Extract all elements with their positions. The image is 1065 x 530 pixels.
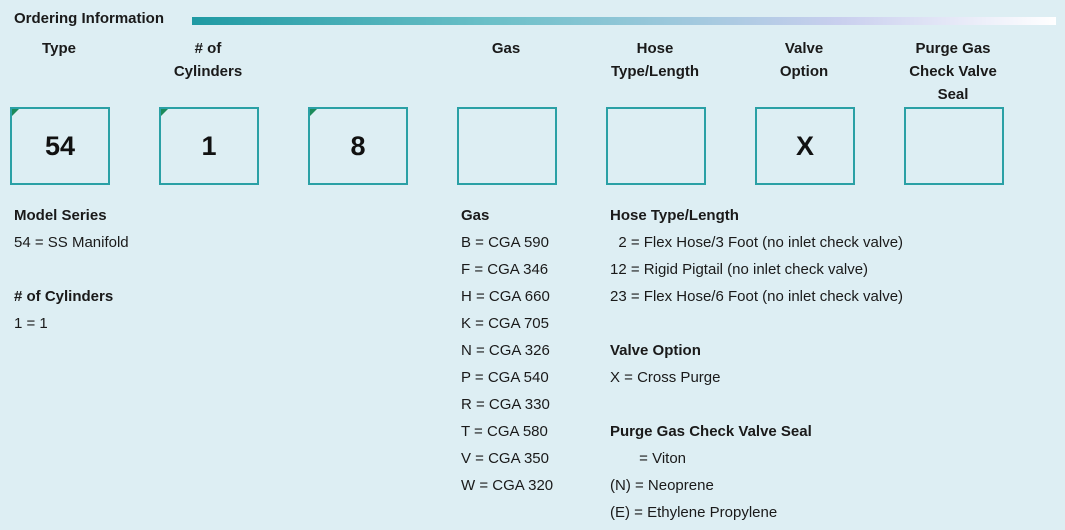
section-heading: Purge Gas Check Valve Seal xyxy=(610,423,812,440)
title-accent-bar xyxy=(192,17,1056,25)
list-item: F = CGA 346 xyxy=(461,261,549,278)
model-series-section xyxy=(14,202,129,256)
section-heading: Valve Option xyxy=(610,342,701,359)
cell-marker-icon xyxy=(161,109,168,116)
list-item: X = Cross Purge xyxy=(610,369,721,386)
valve-section xyxy=(610,337,720,391)
column-label-type: Type xyxy=(42,40,76,57)
list-item: 12 = Rigid Pigtail (no inlet check valve) xyxy=(610,261,869,278)
list-item: 23 = Flex Hose/6 Foot (no inlet check valve) xyxy=(610,288,904,305)
list-item: P = CGA 540 xyxy=(461,369,549,386)
page-title: Ordering Information xyxy=(14,10,164,27)
section-heading: Gas xyxy=(461,207,490,224)
type-box[interactable] xyxy=(10,107,110,185)
column-label-gas: Gas xyxy=(491,40,521,57)
list-item: 1 = 1 xyxy=(14,315,48,332)
cell-marker-icon xyxy=(12,109,19,116)
list-item: = Viton xyxy=(610,450,687,467)
type-value: 54 xyxy=(44,130,76,161)
section-heading: Hose Type/Length xyxy=(610,207,739,224)
list-item: (E) = Ethylene Propylene xyxy=(610,504,778,521)
cylinders-value: 1 xyxy=(201,130,217,161)
valve-box[interactable] xyxy=(755,107,855,185)
section-heading: Model Series xyxy=(14,207,107,224)
list-item: T = CGA 580 xyxy=(461,423,548,440)
purge-seal-box[interactable] xyxy=(904,107,1004,185)
list-item: 2 = Flex Hose/3 Foot (no inlet check valve) xyxy=(610,234,904,251)
cylinders-section xyxy=(14,283,113,337)
purge-seal-section xyxy=(610,418,812,526)
gas-box[interactable] xyxy=(457,107,557,185)
hose-section xyxy=(610,202,903,310)
cylinders-box[interactable] xyxy=(159,107,259,185)
gas-section xyxy=(461,202,553,499)
list-item: B = CGA 590 xyxy=(461,234,549,251)
list-item: (N) = Neoprene xyxy=(610,477,714,494)
list-item: W = CGA 320 xyxy=(461,477,554,494)
column-label-purge-seal: Purge Gas Check Valve Seal xyxy=(909,40,997,103)
column-label-hose: Hose Type/Length xyxy=(610,40,700,80)
cell-marker-icon xyxy=(310,109,317,116)
third-value: 8 xyxy=(350,130,366,161)
valve-value: X xyxy=(795,130,814,161)
column-label-valve: Valve Option xyxy=(779,40,829,80)
column-label-cylinders: # of Cylinders xyxy=(173,40,243,80)
list-item: V = CGA 350 xyxy=(461,450,549,467)
list-item: N = CGA 326 xyxy=(461,342,550,359)
list-item: R = CGA 330 xyxy=(461,396,550,413)
third-box[interactable] xyxy=(308,107,408,185)
list-item: H = CGA 660 xyxy=(461,288,550,305)
list-item: K = CGA 705 xyxy=(461,315,549,332)
hose-box[interactable] xyxy=(606,107,706,185)
section-heading: # of Cylinders xyxy=(14,288,114,305)
list-item: 54 = SS Manifold xyxy=(14,234,129,251)
